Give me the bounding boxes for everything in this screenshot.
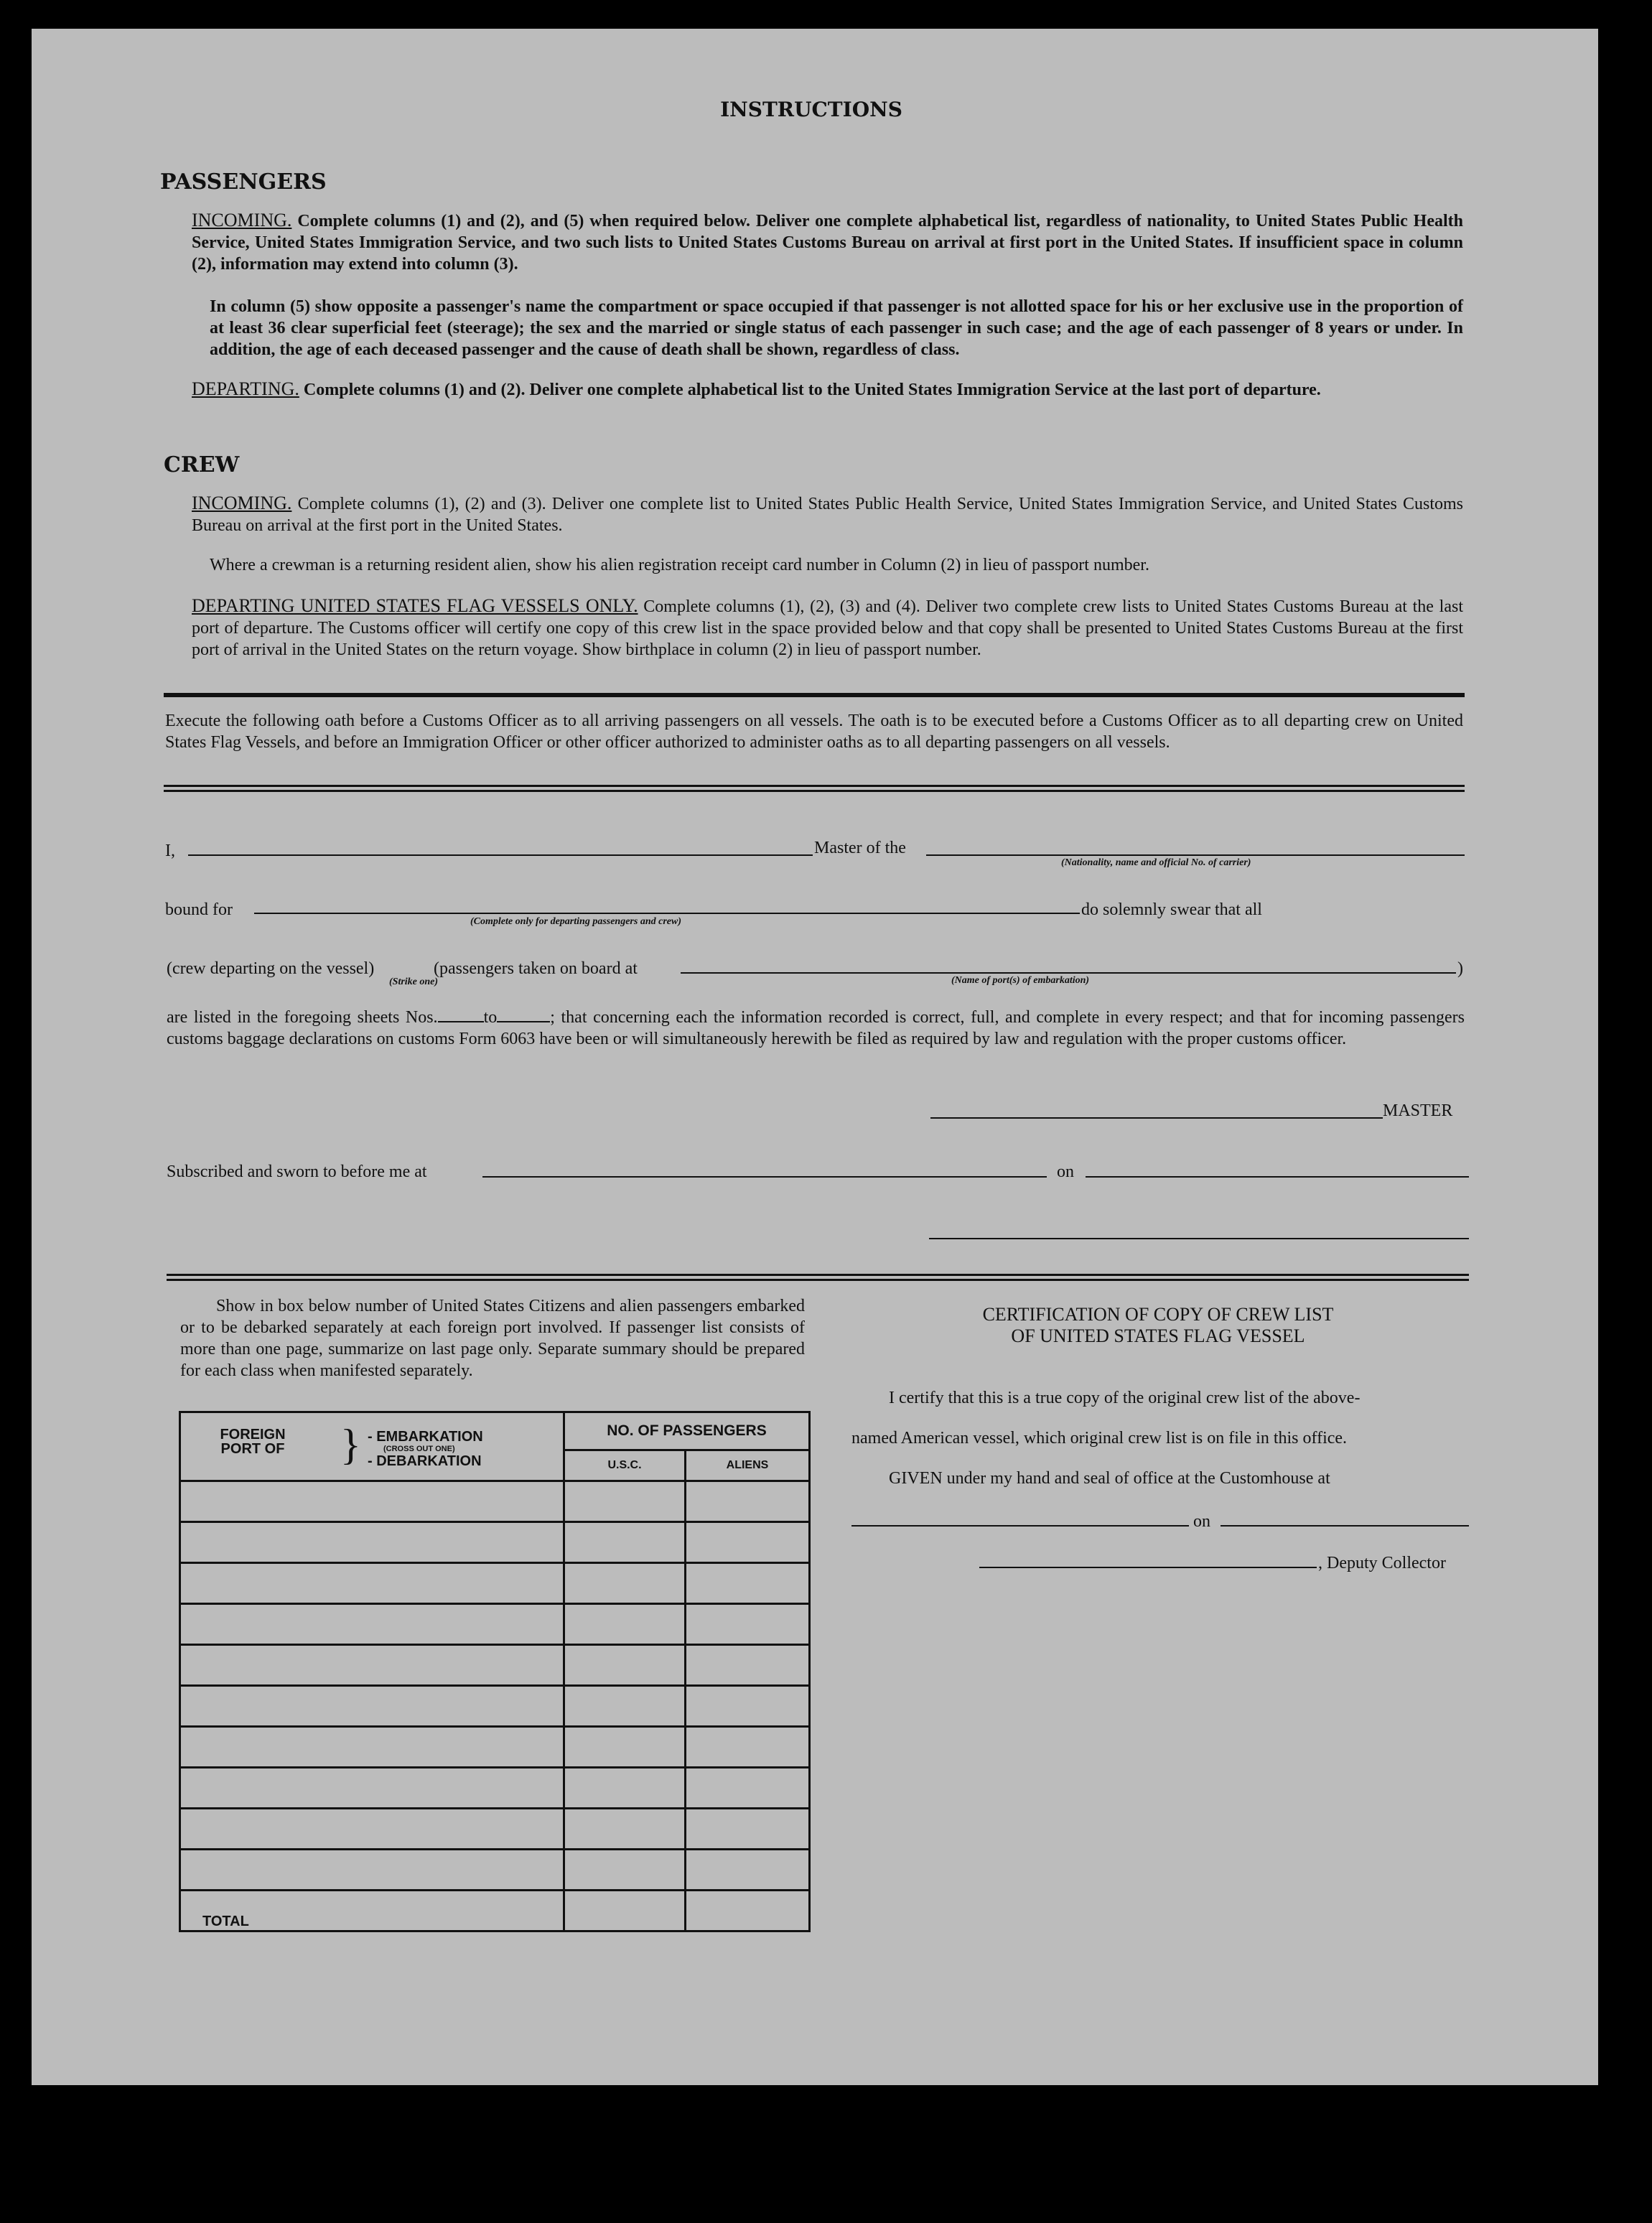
deputy-collector-label: , Deputy Collector [1318,1554,1446,1572]
table-row [180,1604,810,1645]
usc-cell[interactable] [564,1727,686,1768]
sworn-place-field[interactable] [482,1176,1047,1178]
certification-title: CERTIFICATION OF COPY OF CREW LIST [982,1304,1334,1325]
customhouse-field[interactable] [851,1525,1189,1527]
aliens-cell[interactable] [686,1522,810,1563]
bound-note: (Complete only for departing passengers and crew) [470,916,681,927]
listed-b: ; that concerning each the information recorded is correct, full, and complete in every respect; and that for incoming passengers customs baggage declarations on customs Form 6063 have been or will simultaneously herewith be filed as required by law and regulation with the proper customs officer. [167,1008,1465,1048]
embarkation-label: - EMBARKATION [368,1429,483,1445]
table-row [180,1481,810,1522]
summary-instructions: Show in box below number of United States Citizens and alien passengers embarked or to be debarked separately at each foreign port involved. If passenger list consists of more than one page, summarize on last page only. Separate summary should be prepared for each class when manifested separately. [180,1297,805,1380]
port-header [180,1412,564,1481]
usc-cell[interactable] [564,1645,686,1686]
port-field[interactable] [681,972,1456,974]
usc-total-cell[interactable] [564,1891,686,1931]
crew-incoming-label: INCOMING. [192,493,292,513]
certify-line-1: I certify that this is a true copy of the original crew list of the above- [889,1389,1361,1407]
deputy-signature-field[interactable] [979,1567,1317,1568]
crew-departing [192,595,1463,661]
table-row [180,1768,810,1809]
divider [164,790,1465,792]
port-cell[interactable] [180,1481,564,1522]
carrier-field[interactable] [926,854,1465,856]
table-row [180,1686,810,1727]
crew-departing-label: DEPARTING UNITED STATES FLAG VESSELS ONLY. [192,595,638,616]
port-cell[interactable] [180,1809,564,1850]
divider [167,1279,1469,1281]
aliens-cell[interactable] [686,1727,810,1768]
master-label: MASTER [1383,1101,1453,1120]
page-title: INSTRUCTIONS [720,98,902,121]
total-label: TOTAL [180,1891,564,1931]
aliens-cell[interactable] [686,1809,810,1850]
sheet-to-field[interactable] [497,1021,550,1022]
aliens-cell[interactable] [686,1645,810,1686]
cross-out-label: (CROSS OUT ONE) [383,1445,455,1453]
subscribed-label: Subscribed and sworn to before me at [167,1162,427,1181]
bound-for-field[interactable] [254,913,1080,914]
master-signature-field[interactable] [930,1117,1383,1119]
aliens-cell[interactable] [686,1604,810,1645]
passenger-summary-table [179,1411,811,1932]
oath-instruction: Execute the following oath before a Customs Officer as to all arriving passengers on all vessels. The oath is to be executed before a Customs Officer as to all departing crew on United States Flag Vessels, and before an Immigration Officer or other officer authorized to administer oaths as to all departing passengers on all vessels. [165,712,1463,752]
col-port-label: FOREIGN PORT OF [220,1427,286,1457]
table-row [180,1850,810,1891]
strike-one-note: (Strike one) [389,977,439,987]
passengers-departing [192,378,1463,401]
port-cell[interactable] [180,1522,564,1563]
listed-text [167,1007,1465,1050]
table-row [180,1522,810,1563]
total-row [180,1891,810,1931]
crew-heading: CREW [164,452,240,477]
usc-cell[interactable] [564,1850,686,1891]
aliens-cell[interactable] [686,1768,810,1809]
close-paren: ) [1457,959,1463,978]
passengers-incoming [192,210,1463,275]
listed-a: are listed in the foregoing sheets Nos. [167,1008,438,1027]
certify-line-3: GIVEN under my hand and seal of office at the Customhouse at [889,1469,1330,1488]
certify-line-2: named American vessel, which original crew list is on file in this office. [851,1429,1348,1448]
departing-text: Complete columns (1) and (2). Deliver one complete alphabetical list to the United States Immigration Service at the last port of departure. [303,381,1321,399]
passengers-column5: In column (5) show opposite a passenger's name the compartment or space occupied if that passenger is not allotted space for his or her exclusive use in the proportion of at least 36 clear superficial feet (steerage); the sex and the married or single status of each passenger in such case; and the age of each passenger of 8 years or under. In addition, the age of each deceased passenger and the cause of death shall be shown, regardless of class. [210,297,1463,359]
incoming-label: INCOMING. [192,210,292,230]
passengers-heading: PASSENGERS [160,169,327,195]
port-cell[interactable] [180,1604,564,1645]
nationality-note: (Nationality, name and official No. of carrier) [1061,857,1251,868]
incoming-text: Complete columns (1) and (2), and (5) when required below. Deliver one complete alphabetical list, regardless of nationality, to United States Public Health Service, United States Immigration Service, and two such lists to United States Customs Bureau on arrival at first port in the United States. If insufficient space in column (2), information may extend into column (3). [192,212,1463,274]
swear-text: do solemnly swear that all [1081,900,1262,919]
usc-cell[interactable] [564,1768,686,1809]
master-name-field[interactable] [188,854,813,856]
port-cell[interactable] [180,1645,564,1686]
table-row [180,1727,810,1768]
bound-for-label: bound for [165,900,233,919]
port-cell[interactable] [180,1727,564,1768]
divider [164,693,1465,697]
crewman-note: Where a crewman is a returning resident alien, show his alien registration receipt card number in Column (2) in lieu of passport number. [210,556,1149,574]
usc-cell[interactable] [564,1522,686,1563]
cert-date-field[interactable] [1221,1525,1469,1527]
crew-incoming-text: Complete columns (1), (2) and (3). Deliver one complete list to United States Public Health Service, United States Immigration Service, and United States Customs Bureau on arrival at the first port in the United States. [192,495,1463,535]
sworn-date-field[interactable] [1086,1176,1469,1178]
oath-i: I, [165,842,175,860]
port-cell[interactable] [180,1563,564,1604]
brace-icon: } [340,1421,361,1468]
crew-departing-option: (crew departing on the vessel) [167,959,375,978]
passengers-taken-option: (passengers taken on board at [434,959,638,978]
usc-cell[interactable] [564,1809,686,1850]
listed-to: to [483,1008,498,1027]
col-aliens-header: ALIENS [686,1450,810,1481]
port-cell[interactable] [180,1850,564,1891]
port-cell[interactable] [180,1768,564,1809]
divider [167,1274,1469,1276]
usc-cell[interactable] [564,1563,686,1604]
aliens-cell[interactable] [686,1686,810,1727]
aliens-cell[interactable] [686,1563,810,1604]
sheet-from-field[interactable] [438,1021,484,1022]
usc-cell[interactable] [564,1686,686,1727]
crew-incoming [192,493,1463,536]
col-usc-header: U.S.C. [564,1450,686,1481]
table-row [180,1563,810,1604]
crew-departing-text: Complete columns (1), (2), (3) and (4). Deliver two complete crew lists to United States Customs Bureau at the last port of departure. The Customs officer will certify one copy of this crew list in the space provided below and that copy shall be presented to United States Customs Bureau at the first port of arrival in the United States on the return voyage. Show birthplace in column (2) in lieu of passport number. [192,597,1463,659]
certification-subtitle: OF UNITED STATES FLAG VESSEL [1011,1325,1305,1346]
divider [164,785,1465,787]
aliens-total-cell[interactable] [686,1891,810,1931]
debarkation-label: - DEBARKATION [368,1453,482,1469]
port-note: (Name of port(s) of embarkation) [951,975,1090,986]
officer-signature-field[interactable] [929,1238,1469,1239]
aliens-cell[interactable] [686,1481,810,1522]
table-row [180,1809,810,1850]
table-row [180,1645,810,1686]
cert-on-label: on [1193,1512,1210,1531]
usc-cell[interactable] [564,1604,686,1645]
usc-cell[interactable] [564,1481,686,1522]
departing-label: DEPARTING. [192,378,299,399]
col-passengers-header: NO. OF PASSENGERS [564,1412,810,1450]
port-cell[interactable] [180,1686,564,1727]
on-label: on [1057,1162,1074,1181]
aliens-cell[interactable] [686,1850,810,1891]
master-of-label: Master of the [814,839,906,857]
